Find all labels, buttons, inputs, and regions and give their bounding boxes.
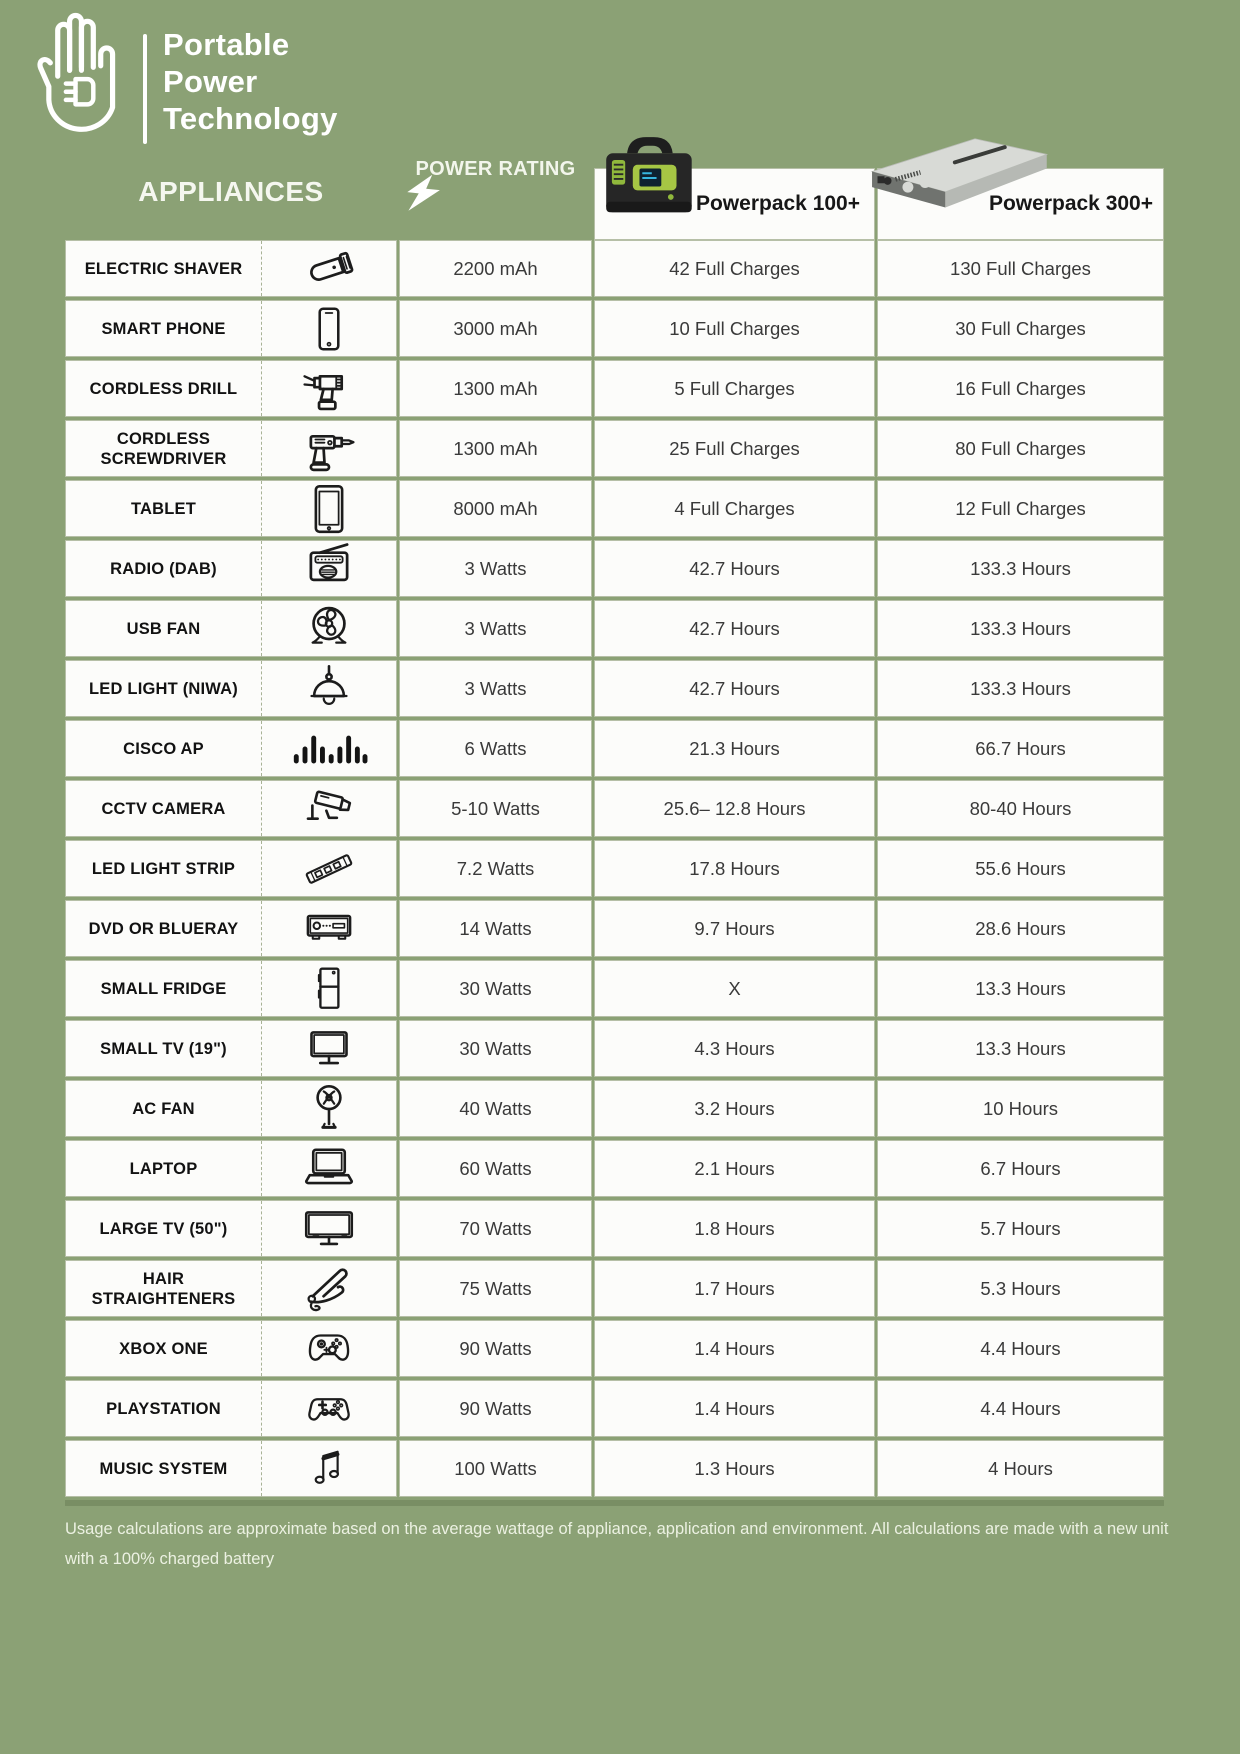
appliances-column-heading: APPLIANCES [138,176,324,207]
dvd-player-icon [298,903,360,955]
power-rating-value: 6 Watts [464,737,527,759]
powerpack-300-cell [877,780,1164,837]
xbox-controller-icon [299,1322,359,1376]
appliance-icon-area [262,421,396,476]
powerpack-300-cell [877,480,1164,537]
brand-line-2: Power [163,64,258,99]
power-rating-cell [399,300,592,357]
hand-plug-logo-icon [25,8,129,134]
table-row [65,300,1164,357]
appliance-label-area [66,301,262,356]
appliance-label: MUSIC SYSTEM [99,1459,228,1478]
appliance-cell [65,720,397,777]
power-rating-cell [399,780,592,837]
table-row [65,900,1164,957]
appliance-label-area [66,1381,262,1436]
appliance-icon-area [262,1201,396,1256]
logo-divider [143,34,147,144]
table-bottom-shadow [65,1500,1164,1506]
table-row [65,1080,1164,1137]
small-tv-icon [299,1021,359,1077]
powerpack-300-value: 133.3 Hours [970,677,1071,699]
brand-name [163,26,338,137]
powerpack-100-header-cell [594,168,875,240]
powerpack-100-value: 5 Full Charges [674,377,795,399]
powerpack-100-cell [594,1200,875,1257]
powerpack-300-cell [877,1140,1164,1197]
powerpack-100-cell [594,360,875,417]
appliance-cell [65,1200,397,1257]
appliance-label-area [66,661,262,716]
power-rating-value: 90 Watts [459,1337,532,1359]
powerpack-100-cell [594,1020,875,1077]
appliance-icon-area [262,541,396,596]
table-row [65,540,1164,597]
power-rating-cell [399,480,592,537]
powerpack-100-value: 42.7 Hours [689,557,780,579]
appliance-icon-area [262,1081,396,1136]
power-rating-value: 30 Watts [459,1037,532,1059]
powerpack-100-value: 1.8 Hours [694,1217,775,1239]
table-row [65,1020,1164,1077]
brand-line-1: Portable [163,27,290,62]
powerpack-300-cell [877,1320,1164,1377]
powerpack-100-value: 1.7 Hours [694,1277,775,1299]
tablet-icon [301,479,357,539]
appliance-icon-area [262,241,396,296]
appliance-label: LARGE TV (50") [99,1219,228,1238]
appliance-cell [65,900,397,957]
powerpack-300-cell [877,600,1164,657]
appliance-label-area [66,1201,262,1256]
powerpack-100-cell [594,480,875,537]
appliance-cell [65,660,397,717]
usb-fan-icon [300,600,358,658]
powerpack-100-value: 42.7 Hours [689,677,780,699]
appliance-label: LED LIGHT STRIP [91,859,236,878]
power-rating-cell [399,1080,592,1137]
powerpack-100-value: 42.7 Hours [689,617,780,639]
appliance-icon-area [262,901,396,956]
power-rating-cell [399,1260,592,1317]
power-rating-value: 14 Watts [459,917,532,939]
powerpack-300-value: 12 Full Charges [955,497,1086,519]
fridge-icon [304,959,354,1019]
power-rating-cell [399,1440,592,1497]
appliance-label-area [66,1021,262,1076]
appliance-label-area [66,781,262,836]
powerpack-300-value: 5.7 Hours [980,1217,1061,1239]
power-rating-value: 40 Watts [459,1097,532,1119]
power-rating-cell [399,720,592,777]
powerpack-100-value: 21.3 Hours [689,737,780,759]
brand-line-3: Technology [163,101,338,136]
powerpack-300-value: 10 Hours [982,1097,1059,1119]
appliance-label: DVD OR BLUERAY [88,919,239,938]
power-rating-cell [399,420,592,477]
ac-fan-icon [301,1079,357,1139]
appliance-icon-area [262,1441,396,1496]
powerpack-300-cell [877,540,1164,597]
powerpack-300-value: 13.3 Hours [975,1037,1066,1059]
appliance-label: CISCO AP [123,739,204,758]
appliance-icon-area [262,481,396,536]
powerpack-300-value: 13.3 Hours [975,977,1066,999]
powerpack-100-value: 4 Full Charges [674,497,795,519]
power-rating-value: 8000 mAh [453,497,538,519]
power-rating-cell [399,840,592,897]
powerpack-100-value: 1.4 Hours [694,1337,775,1359]
appliance-icon-area [262,601,396,656]
appliance-label: TABLET [130,499,197,518]
powerpack-100-cell [594,720,875,777]
powerpack-300-value: 5.3 Hours [980,1277,1061,1299]
powerpack-300-value: 4.4 Hours [980,1337,1061,1359]
powerpack-300-cell [877,840,1164,897]
powerpack-300-value: 16 Full Charges [955,377,1086,399]
powerpack-100-cell [594,600,875,657]
hair-straightener-icon [299,1260,359,1318]
led-pendant-light-icon [301,660,357,718]
powerpack-100-cell [594,960,875,1017]
power-rating-cell [399,900,592,957]
usage-disclaimer-line-2: with a 100% charged battery [65,1550,275,1568]
power-rating-value: 100 Watts [454,1457,537,1479]
power-rating-value: 70 Watts [459,1217,532,1239]
appliance-label: CCTV CAMERA [101,799,226,818]
powerpack-100-value: 25 Full Charges [669,437,800,459]
powerpack-100-value: 1.3 Hours [694,1457,775,1479]
table-row [65,1260,1164,1317]
appliance-label-area [66,1261,262,1316]
powerpack-300-value: 28.6 Hours [975,917,1066,939]
powerpack-300-cell [877,900,1164,957]
appliance-cell [65,960,397,1017]
powerpack-100-cell [594,300,875,357]
electric-shaver-icon [300,240,358,298]
powerpack-300-value: 30 Full Charges [955,317,1086,339]
appliance-icon-area [262,1321,396,1376]
appliance-cell [65,1140,397,1197]
brand-logo [25,8,338,144]
appliance-icon-area [262,1141,396,1196]
appliance-label: CORDLESS DRILL [89,379,238,398]
usage-disclaimer-line-1: Usage calculations are approximate based on the average wattage of appliance, application and environment. All calculations are made with a new unit [65,1520,1169,1538]
powerpack-300-cell [877,1440,1164,1497]
power-rating-cell [399,660,592,717]
appliance-cell [65,600,397,657]
usage-disclaimer [65,1514,1185,1574]
appliance-icon-area [262,661,396,716]
powerpack-100-value: X [728,977,741,999]
table-row [65,960,1164,1017]
powerpack-100-value: 10 Full Charges [669,317,800,339]
powerpack-100-cell [594,660,875,717]
powerpack-300-cell [877,1260,1164,1317]
powerpack-300-value: 55.6 Hours [975,857,1066,879]
appliance-label-area [66,541,262,596]
powerpack-300-cell [877,300,1164,357]
power-rating-cell [399,1020,592,1077]
powerpack-300-value: 80 Full Charges [955,437,1086,459]
table-row [65,840,1164,897]
powerpack-300-value: 4.4 Hours [980,1397,1061,1419]
appliance-cell [65,240,397,297]
table-row [65,780,1164,837]
powerpack-300-cell [877,1380,1164,1437]
playstation-controller-icon [298,1383,360,1435]
powerpack-300-value: 80-40 Hours [969,797,1072,819]
appliance-label-area [66,421,262,476]
smartphone-icon [302,300,356,358]
appliance-label: USB FAN [126,619,201,638]
appliance-icon-area [262,841,396,896]
appliance-cell [65,480,397,537]
powerpack-300-cell [877,960,1164,1017]
power-rating-value: 30 Watts [459,977,532,999]
power-rating-cell [399,960,592,1017]
power-rating-value: 7.2 Watts [456,857,535,879]
appliance-label-area [66,841,262,896]
power-rating-cell [399,540,592,597]
appliance-label: LAPTOP [129,1159,198,1178]
appliance-cell [65,1260,397,1317]
powerpack-100-cell [594,900,875,957]
table-row [65,1320,1164,1377]
appliance-icon-area [262,1261,396,1316]
appliance-label: LED LIGHT (NIWA) [89,679,238,698]
power-rating-value: 2200 mAh [453,257,538,279]
table-row [65,240,1164,297]
powerpack-100-product-image [591,121,705,235]
powerpack-300-cell [877,420,1164,477]
appliance-label: HAIR STRAIGHTENERS [91,1269,236,1308]
power-rating-cell [399,1200,592,1257]
powerpack-100-cell [594,1080,875,1137]
appliance-cell [65,1020,397,1077]
cordless-drill-icon [299,360,359,418]
appliance-cell [65,1320,397,1377]
appliance-label-area [66,241,262,296]
appliance-label-area [66,1081,262,1136]
powerpack-300-value: 133.3 Hours [970,617,1071,639]
appliance-label: CORDLESS SCREWDRIVER [100,429,227,468]
power-rating-cell [399,1380,592,1437]
appliance-cell [65,1440,397,1497]
appliance-label: PLAYSTATION [106,1399,221,1418]
appliance-label-area [66,361,262,416]
power-rating-column-heading [392,158,599,229]
appliance-label-area [66,961,262,1016]
table-row [65,660,1164,717]
power-rating-value: 90 Watts [459,1397,532,1419]
appliance-label: XBOX ONE [119,1339,208,1358]
power-rating-value: 1300 mAh [453,377,538,399]
appliance-label-area [66,901,262,956]
power-rating-cell [399,600,592,657]
appliance-label: SMART PHONE [101,319,226,338]
appliance-label: RADIO (DAB) [110,559,217,578]
table-row [65,1200,1164,1257]
powerpack-100-cell [594,1320,875,1377]
powerpack-100-name: Powerpack 100+ [695,192,860,215]
appliance-cell [65,780,397,837]
powerpack-100-cell [594,420,875,477]
appliance-cell [65,1080,397,1137]
powerpack-100-cell [594,1260,875,1317]
power-rating-label: POWER RATING [415,158,576,180]
powerpack-100-cell [594,1380,875,1437]
table-row [65,360,1164,417]
powerpack-100-value: 4.3 Hours [694,1037,775,1059]
table-row [65,420,1164,477]
appliance-cell [65,420,397,477]
appliance-label-area [66,1141,262,1196]
appliance-icon-area [262,781,396,836]
powerpack-300-cell [877,240,1164,297]
appliance-comparison-table [65,240,1164,1500]
cctv-camera-icon [299,781,359,837]
appliance-cell [65,840,397,897]
powerpack-100-value: 42 Full Charges [669,257,800,279]
music-note-icon [306,1440,352,1498]
appliance-label-area [66,481,262,536]
led-light-strip-icon [298,842,360,896]
appliance-label: SMALL TV (19") [100,1039,227,1058]
powerpack-100-cell [594,1140,875,1197]
powerpack-100-value: 3.2 Hours [694,1097,775,1119]
powerpack-100-value: 9.7 Hours [694,917,775,939]
appliance-cell [65,540,397,597]
power-rating-cell [399,1140,592,1197]
powerpack-300-header-cell [877,168,1164,240]
power-rating-cell [399,1320,592,1377]
power-rating-value: 5-10 Watts [451,797,540,819]
appliance-label: ELECTRIC SHAVER [84,259,243,278]
appliance-icon-area [262,361,396,416]
powerpack-300-value: 66.7 Hours [975,737,1066,759]
appliance-cell [65,1380,397,1437]
appliance-label: AC FAN [132,1099,195,1118]
appliance-icon-area [262,301,396,356]
power-rating-value: 75 Watts [459,1277,532,1299]
table-row [65,720,1164,777]
powerpack-300-cell [877,660,1164,717]
powerpack-300-name: Powerpack 300+ [988,192,1153,215]
appliance-icon-area [262,1021,396,1076]
power-rating-value: 3 Watts [464,557,527,579]
appliance-label-area [66,601,262,656]
power-rating-value: 1300 mAh [453,437,538,459]
table-row [65,600,1164,657]
powerpack-100-cell [594,780,875,837]
powerpack-300-cell [877,1020,1164,1077]
power-rating-cell [399,240,592,297]
powerpack-100-value: 2.1 Hours [694,1157,775,1179]
cordless-screwdriver-icon [299,420,359,478]
power-rating-value: 60 Watts [459,1157,532,1179]
large-tv-icon [297,1201,361,1257]
powerpack-100-cell [594,1440,875,1497]
power-rating-value: 3 Watts [464,677,527,699]
power-rating-value: 3000 mAh [453,317,538,339]
powerpack-100-value: 17.8 Hours [689,857,780,879]
powerpack-300-value: 4 Hours [988,1457,1053,1479]
cisco-ap-icon [287,725,371,773]
powerpack-100-cell [594,540,875,597]
table-row [65,1380,1164,1437]
appliance-icon-area [262,961,396,1016]
appliance-label-area [66,1441,262,1496]
table-row [65,1140,1164,1197]
radio-icon [299,540,359,598]
powerpack-300-value: 133.3 Hours [970,557,1071,579]
appliance-label-area [66,1321,262,1376]
appliance-label-area [66,721,262,776]
table-row [65,1440,1164,1497]
powerpack-300-cell [877,360,1164,417]
powerpack-300-cell [877,1080,1164,1137]
powerpack-100-cell [594,840,875,897]
powerpack-300-value: 130 Full Charges [950,257,1091,279]
powerpack-300-cell [877,720,1164,777]
powerpack-300-cell [877,1200,1164,1257]
appliance-icon-area [262,1381,396,1436]
powerpack-300-value: 6.7 Hours [980,1157,1061,1179]
appliance-cell [65,300,397,357]
table-row [65,480,1164,537]
power-rating-value: 3 Watts [464,617,527,639]
powerpack-100-cell [594,240,875,297]
appliance-cell [65,360,397,417]
appliance-icon-area [262,721,396,776]
power-rating-cell [399,360,592,417]
appliance-label: SMALL FRIDGE [100,979,227,998]
laptop-icon [298,1141,360,1197]
powerpack-100-value: 25.6– 12.8 Hours [663,797,806,819]
powerpack-100-value: 1.4 Hours [694,1397,775,1419]
